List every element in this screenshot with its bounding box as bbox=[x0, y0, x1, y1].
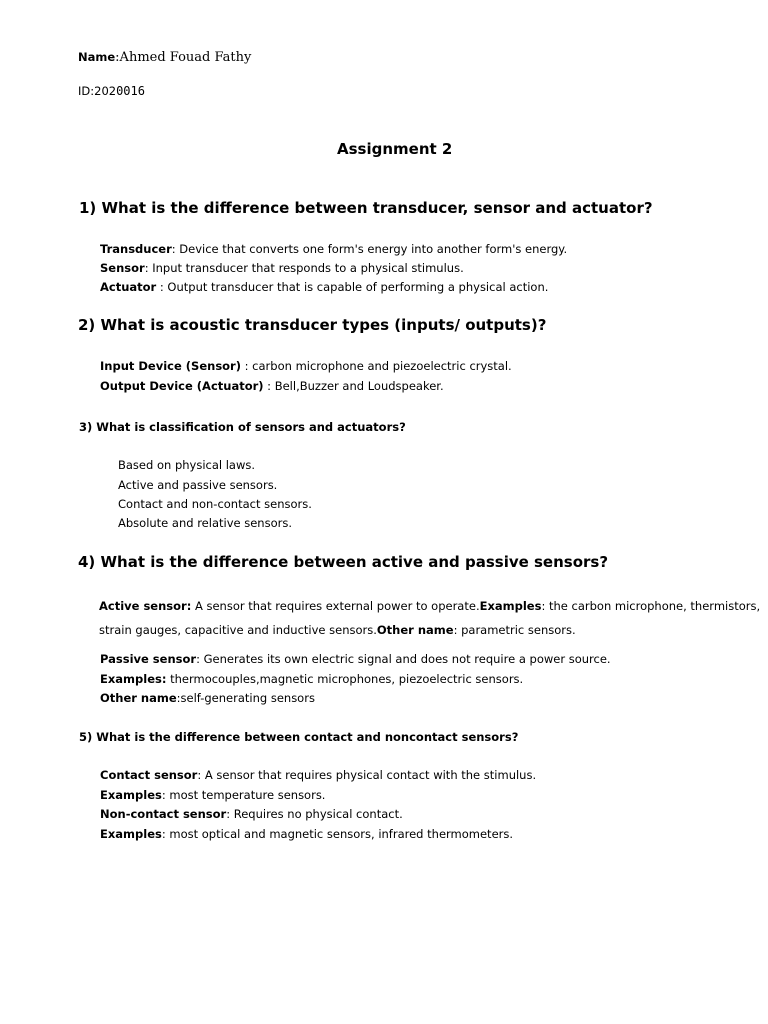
q4-active-line1 bbox=[99, 599, 760, 613]
id-label: ID:202 bbox=[78, 84, 117, 98]
q5-line-contact bbox=[100, 768, 536, 782]
active-other-name-text: : parametric sensors. bbox=[453, 623, 576, 637]
q3-item: Active and passive sensors. bbox=[118, 478, 278, 492]
passive-other-name-text: :self-generating sensors bbox=[176, 691, 315, 705]
q1-line-sensor bbox=[100, 261, 464, 275]
name-line bbox=[78, 46, 251, 65]
term-transducer: Transducer bbox=[100, 242, 172, 256]
q4-passive-line bbox=[100, 652, 611, 666]
term-contact-sensor: Contact sensor bbox=[100, 768, 198, 782]
q4-heading: 4) What is the difference between active and passive sensors? bbox=[78, 553, 609, 571]
term-passive-sensor: Passive sensor bbox=[100, 652, 197, 666]
id-value: 0016 bbox=[116, 84, 145, 98]
term-other-name: Other name bbox=[100, 691, 177, 705]
definition-sensor: : Input transducer that responds to a physical stimulus. bbox=[144, 261, 464, 275]
q4-passive-other bbox=[100, 691, 315, 705]
definition-output-device: : Bell,Buzzer and Loudspeaker. bbox=[263, 379, 444, 393]
q3-item: Based on physical laws. bbox=[118, 458, 256, 472]
q2-line-output bbox=[100, 379, 444, 393]
q1-heading: 1) What is the difference between transducer, sensor and actuator? bbox=[79, 199, 653, 217]
name-value: :Ahmed Fouad Fathy bbox=[115, 50, 252, 65]
q4-active-line2 bbox=[99, 623, 576, 637]
q2-heading: 2) What is acoustic transducer types (inputs/ outputs)? bbox=[78, 316, 547, 334]
term-input-device: Input Device (Sensor) bbox=[100, 359, 241, 373]
q3-heading: 3) What is classification of sensors and actuators? bbox=[79, 420, 406, 434]
contact-examples-text: : most temperature sensors. bbox=[161, 788, 326, 802]
noncontact-examples-text: : most optical and magnetic sensors, infrared thermometers. bbox=[161, 827, 514, 841]
definition-actuator: : Output transducer that is capable of performing a physical action. bbox=[156, 280, 549, 294]
q1-line-transducer bbox=[100, 242, 567, 256]
q2-line-input bbox=[100, 359, 512, 373]
page-title: Assignment 2 bbox=[337, 140, 453, 158]
definition-contact-sensor: : A sensor that requires physical contact with the stimulus. bbox=[197, 768, 537, 782]
q5-line-noncontact-examples bbox=[100, 827, 513, 841]
q5-line-noncontact bbox=[100, 807, 403, 821]
term-examples: Examples: bbox=[100, 672, 167, 686]
id-line bbox=[78, 80, 145, 99]
q3-item: Contact and non-contact sensors. bbox=[118, 497, 312, 511]
q3-item: Absolute and relative sensors. bbox=[118, 516, 292, 530]
q5-line-contact-examples bbox=[100, 788, 325, 802]
term-active-sensor: Active sensor: bbox=[99, 599, 192, 613]
term-other-name: Other name bbox=[376, 623, 454, 637]
term-examples: Examples bbox=[100, 788, 162, 802]
definition-passive-sensor: : Generates its own electric signal and does not require a power source. bbox=[196, 652, 611, 666]
definition-active-sensor: A sensor that requires external power to operate. bbox=[191, 599, 480, 613]
definition-transducer: : Device that converts one form's energy into another form's energy. bbox=[171, 242, 568, 256]
active-examples-text: : the carbon microphone, thermistors, bbox=[541, 599, 761, 613]
term-actuator: Actuator bbox=[100, 280, 157, 294]
q5-heading: 5) What is the difference between contact and noncontact sensors? bbox=[79, 730, 519, 744]
active-examples-continued: strain gauges, capacitive and inductive sensors. bbox=[99, 623, 377, 637]
q4-passive-examples bbox=[100, 672, 523, 686]
passive-examples-text: thermocouples,magnetic microphones, piezoelectric sensors. bbox=[166, 672, 524, 686]
name-label: Name bbox=[78, 50, 116, 64]
term-examples: Examples bbox=[100, 827, 162, 841]
definition-input-device: : carbon microphone and piezoelectric crystal. bbox=[241, 359, 512, 373]
term-examples: Examples bbox=[479, 599, 542, 613]
definition-noncontact-sensor: : Requires no physical contact. bbox=[226, 807, 403, 821]
term-sensor: Sensor bbox=[100, 261, 145, 275]
term-noncontact-sensor: Non-contact sensor bbox=[100, 807, 227, 821]
q1-line-actuator bbox=[100, 280, 548, 294]
term-output-device: Output Device (Actuator) bbox=[100, 379, 264, 393]
